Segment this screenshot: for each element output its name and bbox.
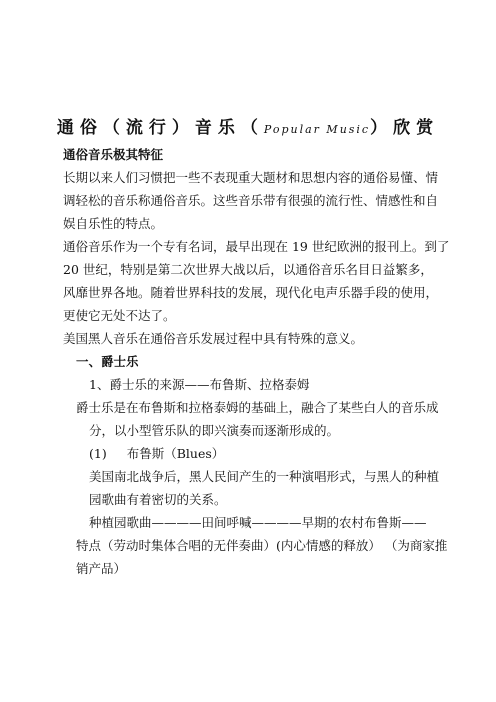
part-one-line-2: 分，以小型管乐队的即兴演奏而逐渐形成的。 — [89, 423, 340, 438]
history-line-1: 通俗音乐作为一个专有名词，最早出现在 19 世纪欧洲的报刊上。到了 — [63, 239, 450, 254]
document-title — [0, 113, 496, 138]
intro-line-2: 调轻松的音乐称通俗音乐。这些音乐带有很强的流行性、情感性和自 — [63, 193, 439, 208]
part-one-subheading: 1、爵士乐的来源——布鲁斯、拉格泰姆 — [89, 377, 310, 392]
blues-heading — [89, 446, 224, 462]
title-prefix: 通俗（流行）音乐（ — [56, 118, 264, 138]
blues-line-1: 美国南北战争后，黑人民间产生的一种演唱形式，与黑人的种植 — [89, 469, 440, 484]
part-one-heading: 一、爵士乐 — [76, 354, 139, 369]
blues-heading-number: (1) — [89, 446, 107, 461]
significance-line: 美国黑人音乐在通俗音乐发展过程中具有特殊的意义。 — [63, 331, 364, 346]
history-line-3: 风靡世界各地。随着世界科技的发展，现代化电声乐器手段的使用， — [63, 285, 439, 300]
intro-line-1: 长期以来人们习惯把一些不表现重大题材和思想内容的通俗易懂、情 — [63, 170, 439, 185]
blues-features-line-end: 销产品） — [76, 561, 127, 576]
blues-features-line: 特点（劳动时集体合唱的无伴奏曲）(内心情感的释放） （为商家推 — [76, 538, 448, 553]
blues-line-2: 园歌曲有着密切的关系。 — [89, 492, 227, 507]
title-latin: Popular Music — [263, 123, 371, 136]
blues-evolution-line: 种植园歌曲————田间呼喊————早期的农村布鲁斯—— — [89, 515, 427, 530]
title-suffix: ）欣赏 — [370, 118, 440, 138]
section-heading: 通俗音乐极其特征 — [63, 147, 164, 162]
history-line-4: 更使它无处不达了。 — [63, 308, 176, 323]
intro-line-3: 娱自乐性的特点。 — [63, 216, 164, 231]
blues-heading-text: 布鲁斯（Blues） — [126, 446, 225, 461]
part-one-line-1: 爵士乐是在布鲁斯和拉格泰姆的基础上，融合了某些白人的音乐成 — [76, 400, 439, 415]
history-line-2: 20 世纪，特别是第二次世界大战以后，以通俗音乐名目日益繁多， — [63, 262, 433, 277]
